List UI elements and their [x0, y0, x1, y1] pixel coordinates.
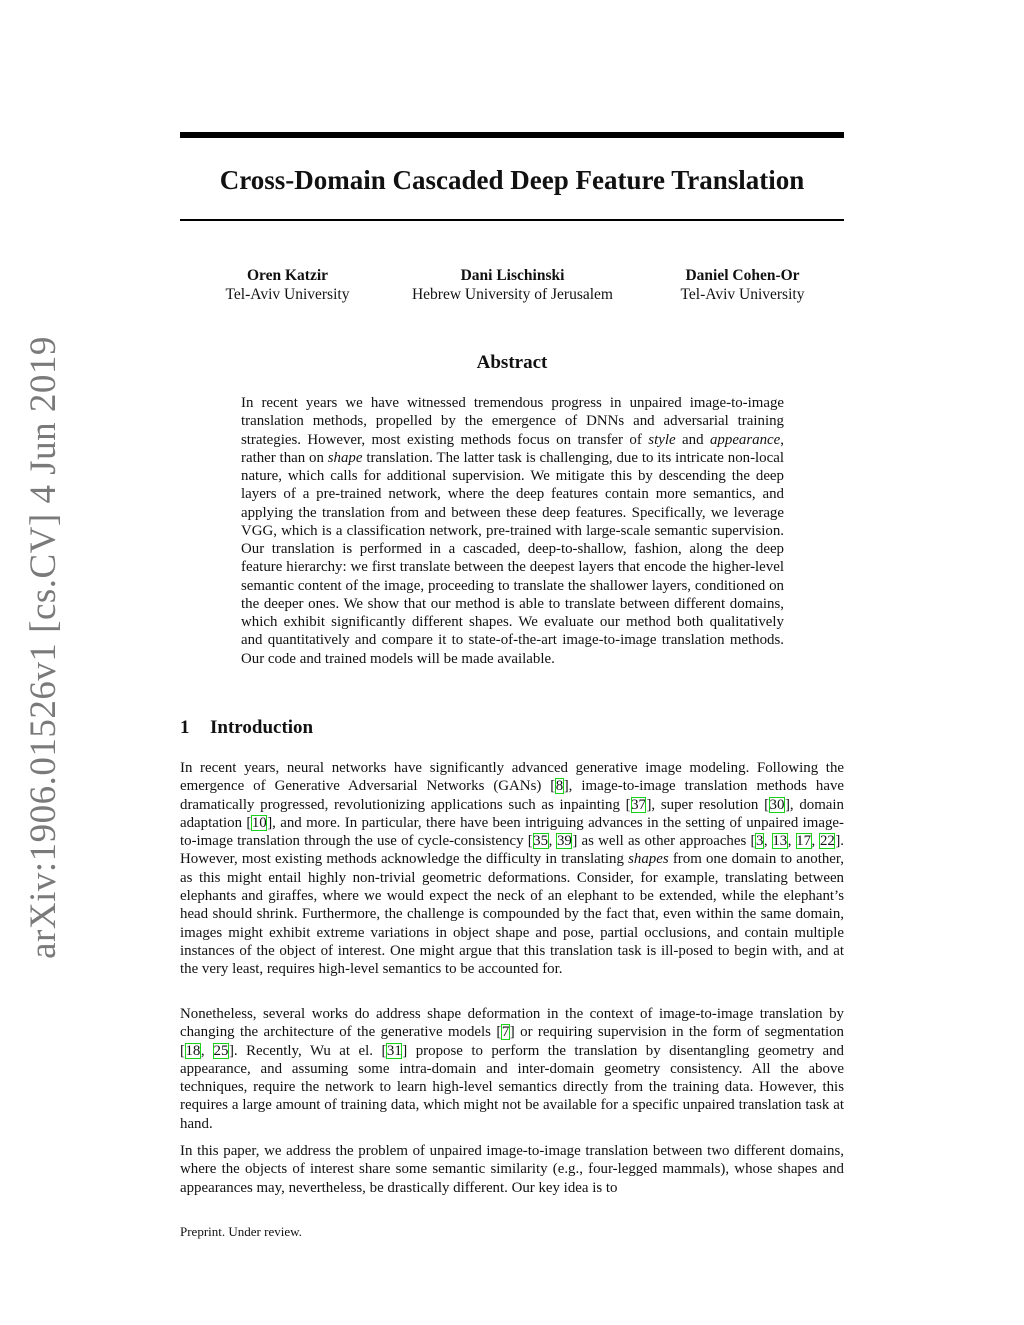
author-2 — [390, 266, 635, 304]
citation-link[interactable]: 35 — [533, 833, 549, 850]
abstract-heading: Abstract — [476, 352, 548, 373]
author-affiliation: Tel-Aviv University — [680, 286, 805, 303]
text-run: from one domain to another, as this might entail highly non-trivial geometric deformations. Consider, for example, translating between elephants and giraffes, where we would expect the neck of an elephant to be extended, while the elephant’s head should shrink. Furthermore, the challenge is compounded by the fact that, even within the same domain, images might exhibit extreme variations in object shape and pose, partial occlusions, and contain multiple instances of the object of interest. One might argue that this translation task is ill-posed to begin with, and at the very least, requires high-level semantics to be accounted for. — [180, 851, 844, 978]
section-number: 1 — [180, 717, 190, 738]
citation-link[interactable]: 39 — [556, 833, 572, 850]
citation-link[interactable]: 10 — [251, 814, 267, 831]
text-run: translation. The latter task is challenging, due to its intricate non-local nature, which calls for additional supervision. We mitigate this by descending the deep layers of a pre-trained network, where the deep features contain more semantics, and applying the translation from and between these deep features. Specifically, we leverage VGG, which is a classification network, pre-trained with large-scale semantic supervision. Our translation is performed in a cascaded, deep-to-shallow, fashion, along the deep feature hierarchy: we first translate between the deepest layers that encode the higher-level semantic content of the image, proceeding to translate the shallower layers, conditioned on the deeper ones. We show that our method is able to translate between different domains, which exhibit significantly different shapes. We evaluate our method both qualitatively and quantitatively and compare it to state-of-the-art image-to-image translation methods. Our code and trained models will be made available. — [241, 449, 784, 667]
citation-link[interactable]: 30 — [769, 796, 785, 813]
text-run: ], domain adaptation [ — [180, 796, 844, 831]
text-run: , — [763, 833, 772, 850]
author-3 — [635, 266, 850, 304]
text-run: ], super resolution [ — [646, 796, 770, 813]
title-rule-top — [180, 132, 844, 138]
author-name: Dani Lischinski — [460, 267, 565, 284]
citation-link[interactable]: 31 — [386, 1042, 402, 1059]
citation-link[interactable]: 7 — [501, 1024, 510, 1041]
emphasized-text: shapes — [628, 851, 669, 868]
author-name: Daniel Cohen-Or — [685, 267, 800, 284]
citation-link[interactable]: 8 — [555, 778, 564, 795]
section-title: Introduction — [210, 717, 314, 738]
preprint-footer: Preprint. Under review. — [180, 1224, 302, 1239]
intro-paragraph-3 — [180, 1142, 844, 1197]
section-heading-introduction — [180, 716, 844, 740]
text-run: ] as well as other approaches [ — [572, 833, 756, 850]
text-run: ]. Recently, Wu at el. [ — [228, 1042, 387, 1059]
text-run: , — [787, 833, 796, 850]
emphasized-text: shape — [327, 449, 363, 466]
title-rule-bottom — [180, 219, 844, 221]
intro-paragraph-1 — [180, 759, 844, 979]
text-run: ] propose to perform the translation by disentangling geometry and appearance, and assuming some intra-domain and inter-domain geometry consistency. All the above techniques, require the network to learn high-level semantics directly from the training data. However, this requires a large amount of training data, which might not be available for a specific unpaired translation task at hand. — [180, 1042, 844, 1132]
citation-link[interactable]: 25 — [213, 1042, 229, 1059]
text-run: Nonetheless, several works do address shape deformation in the context of image-to-image translation by changing the architecture of the generative models [ — [180, 1006, 844, 1041]
emphasized-text: appearance — [709, 431, 781, 448]
citation-link[interactable]: 18 — [185, 1042, 201, 1059]
arxiv-identifier: arXiv:1906.01526v1 [cs.CV] 4 Jun 2019 — [22, 336, 64, 959]
text-run: , — [548, 833, 557, 850]
citation-link[interactable]: 13 — [772, 833, 788, 850]
author-affiliation: Hebrew University of Jerusalem — [411, 286, 613, 303]
citation-link[interactable]: 3 — [755, 833, 764, 850]
paper-title: Cross-Domain Cascaded Deep Feature Translation — [219, 165, 805, 195]
text-run: and — [675, 431, 710, 448]
emphasized-text: style — [648, 431, 676, 448]
author-name: Oren Katzir — [246, 267, 329, 284]
citation-link[interactable]: 22 — [819, 833, 835, 850]
author-1 — [180, 266, 395, 304]
text-run: , — [811, 833, 820, 850]
citation-link[interactable]: 37 — [631, 796, 646, 813]
text-run: ], and more. In particular, there have been intriguing advances in the setting of unpaired image-to-image translation through the use of cycle-consistency [ — [180, 814, 844, 850]
text-run: , — [200, 1042, 214, 1059]
text-run: In recent years we have witnessed tremendous progress in unpaired image-to-image translation methods, propelled by the emergence of DNNs and adversarial training strategies. However, most existing methods focus on transfer of — [241, 395, 784, 448]
abstract-text — [241, 394, 784, 668]
author-affiliation: Tel-Aviv University — [225, 286, 350, 303]
text-run: ]. However, most existing methods acknowledge the difficulty in translating — [180, 833, 845, 868]
intro-paragraph-2 — [180, 1005, 844, 1133]
text-run: ] or requiring supervision in the form of segmentation [ — [180, 1024, 845, 1059]
text-run: In this paper, we address the problem of unpaired image-to-image translation between two different domains, where the objects of interest share some semantic similarity (e.g., four-legged mammals), whose shapes and appearances may, nevertheless, be drastically different. Our key idea is to — [180, 1143, 844, 1196]
text-run: ], image-to-image translation methods have dramatically progressed, revolutionizing applications such as inpainting [ — [180, 778, 845, 813]
arxiv-sidebar — [18, 336, 68, 959]
text-run: In recent years, neural networks have significantly advanced generative image modeling. Following the emergence of Generative Adversarial Networks (GANs) [ — [180, 760, 844, 795]
citation-link[interactable]: 17 — [796, 833, 812, 850]
text-run: , rather than on — [241, 431, 785, 466]
